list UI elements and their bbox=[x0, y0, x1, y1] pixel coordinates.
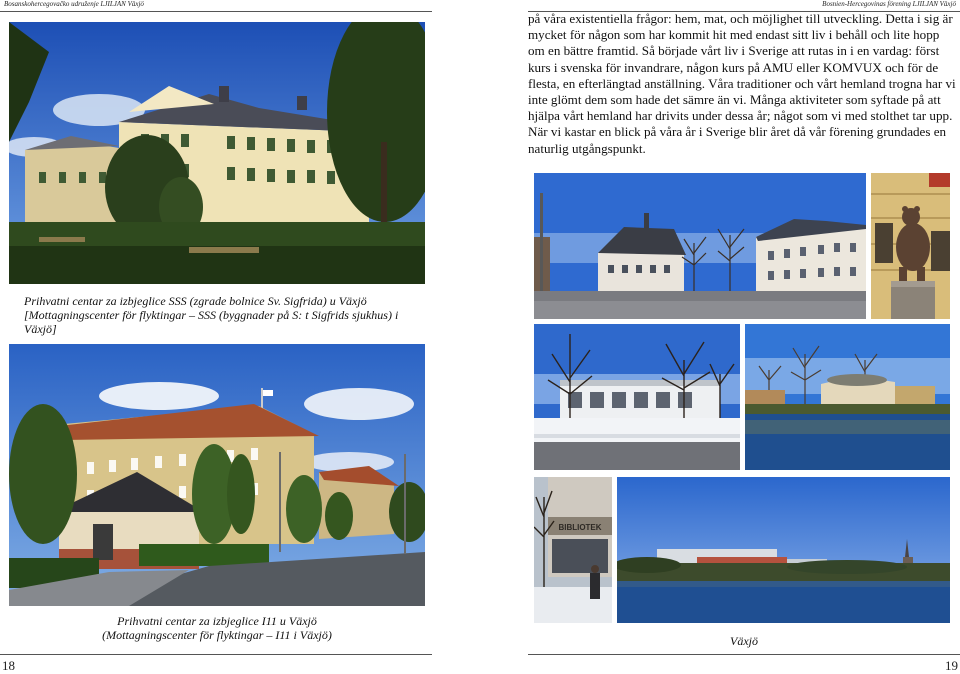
photo-i11-buildings bbox=[9, 344, 425, 606]
photo-lake-museum bbox=[745, 324, 950, 470]
library-sign-text: BIBLIOTEK bbox=[558, 523, 602, 532]
photo-sss-hospital-buildings bbox=[9, 22, 425, 284]
left-page-number: 18 bbox=[2, 658, 15, 673]
photo-lake-panorama bbox=[617, 477, 950, 623]
photo-sss-caption-line-2: [Mottagningscenter för flyktingar – SSS (byggnader på S: t Sigfrids sjukhus) i Växjö] bbox=[24, 308, 399, 336]
photo-sss-caption-line-1: Prihvatni centar za izbjeglice SSS (zgrade bolnice Sv. Sigfrida) u Växjö bbox=[24, 294, 367, 308]
left-footer-rule bbox=[0, 654, 432, 655]
photo-town-square bbox=[534, 173, 866, 319]
right-footer-rule bbox=[528, 654, 960, 655]
left-header-rule bbox=[0, 11, 432, 12]
photo-winter-street bbox=[534, 324, 740, 470]
photo-i11-caption bbox=[9, 614, 425, 642]
photo-i11-caption-line-2: (Mottagningscenter för flyktingar – I11 i Växjö) bbox=[102, 628, 332, 642]
vaxjo-photo-caption: Växjö bbox=[730, 634, 758, 648]
right-running-header: Bosnien-Hercegovinas förening LJILJAN Växjö bbox=[822, 0, 956, 8]
left-running-header: Bosanskohercegovačko udruženje LJILJAN Växjö bbox=[4, 0, 144, 8]
photo-library-winter bbox=[534, 477, 612, 623]
photo-i11-caption-line-1: Prihvatni centar za izbjeglice I11 u Växjö bbox=[117, 614, 317, 628]
photo-sss-caption bbox=[24, 294, 424, 336]
body-paragraph: på våra existentiella frågor: hem, mat, och möjlighet till utveckling. Detta i sig är mycket för någon som har kommit hit med endast sitt liv i behåll och lite hopp om en bättre framtid. Så började vårt liv i Sverige att rutas in i en vardag: först kurs i svenska för invandrare, någon kurs på AMU eller KOMVUX och för de flesta, en efterlängtad anställning. Våra traditioner och vårt hemland trogna har vi inte glömt dem som hade det sämre än vi. Många aktiviteter som syftade på att hjälpa vårt hemland har drivits under dessa år; något som vi med stolthet tar upp. När vi kastar en blick på våra år i Sverige blir året då vår förening grundades en naturlig utgångspunkt. bbox=[528, 11, 956, 156]
photo-bear-statue bbox=[871, 173, 950, 319]
right-page-number: 19 bbox=[945, 658, 958, 673]
